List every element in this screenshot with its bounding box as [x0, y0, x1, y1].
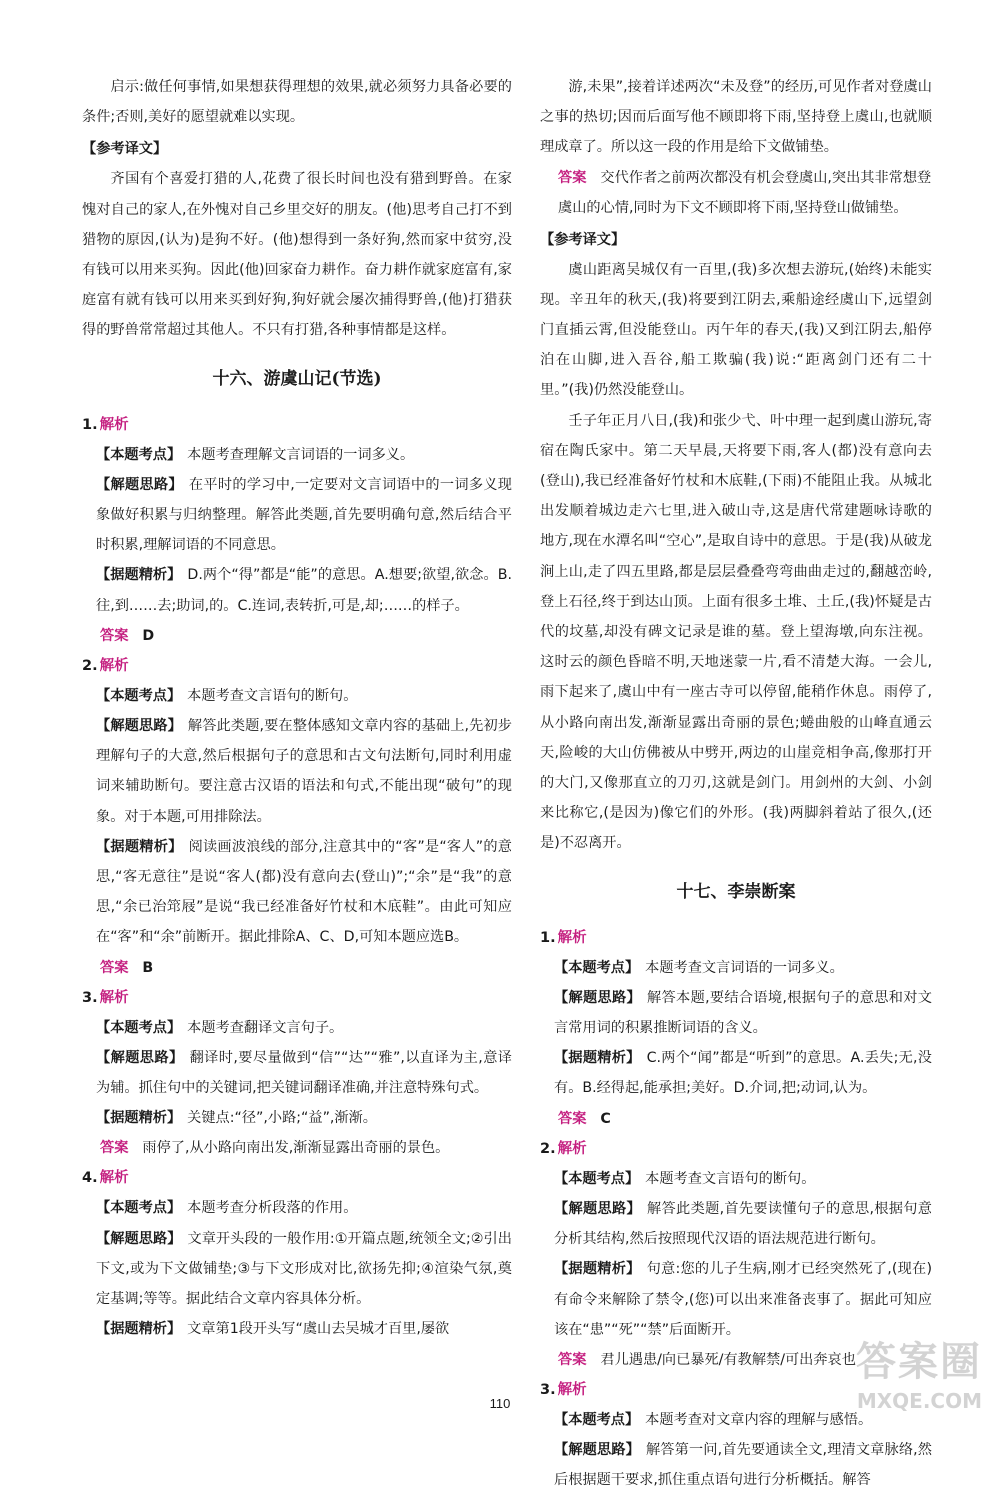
question-header: 3. 解析: [82, 989, 129, 1006]
exam-point: 【本题考点】 本题考查文言语句的断句。: [96, 687, 358, 704]
question-header: 4. 解析: [82, 1170, 129, 1187]
watermark-bottom-text: MXQE.COM: [856, 1389, 982, 1413]
answer-line: 答案 君儿遇患/向已暴死/有教解禁/可出奔哀也: [558, 1351, 856, 1368]
reference-translation-text: 齐国有个喜爱打猎的人,花费了很长时间也没有猎到野兽。在家愧对自己的家人,在外愧对自己乡里交好的朋友。(他)思考自己打不到猎物的原因,(认为)是狗不好。(他)想得到一条好狗,然而家中贫穷,没有钱可以用来买狗。因此(他)回家奋力耕作。奋力耕作就家庭富有,家庭富有就有钱可以用来买到好狗,狗好就会屡次捕得野兽,(他)打猎获得的野兽常常超过其他人。不只有打猎,各种事情都是这样。: [82, 171, 512, 339]
page-number: 110: [489, 1396, 511, 1411]
analysis-continuation: 游,未果”,接着详述两次“未及登”的经历,可见作者对登虞山之事的热切;因而后面写他不顾即将下雨,坚持登上虞山,也就顺理成章了。所以这一段的作用是给下文做铺垫。: [540, 79, 932, 156]
solution-idea: 【解题思路】 解答此类题,要在整体感知文章内容的基础上,先初步理解句子的大意,然后根据句子的意思和古文句法断句,同时利用虚词来辅助断句。要注意古汉语的语法和句式,不能出现“破句”的现象。对于本题,可用排除法。: [96, 718, 512, 825]
right-column: [540, 72, 932, 1496]
exam-point: 【本题考点】 本题考查分析段落的作用。: [96, 1200, 358, 1217]
solution-idea: 【解题思路】 解答此类题,首先要读懂句子的意思,根据句意分析其结构,然后按照现代汉语的语法规范进行断句。: [554, 1200, 932, 1248]
answer-line: 答案 雨停了,从小路向南出发,渐渐显露出奇丽的景色。: [100, 1140, 450, 1157]
watermark-top-text: 答案圈: [856, 1338, 982, 1385]
reference-translation-title: 【参考译文】: [540, 231, 626, 248]
reference-translation-paragraph: 虞山距离吴城仅有一百里,(我)多次想去游玩,(始终)未能实现。辛丑年的秋天,(我)将要到江阴去,乘船途经虞山下,远望剑门直插云霄,但没能登山。丙午年的春天,(我)又到江阴去,船停泊在山脚,进入吾谷,船工欺骗(我)说:“距离剑门还有二十里。”(我)仍然没能登山。: [540, 261, 932, 399]
section-title-17: 十七、李崇断案: [676, 881, 796, 902]
exam-point: 【本题考点】 本题考查文言词语的一词多义。: [554, 959, 844, 976]
answer-line: 答案 B: [100, 959, 154, 976]
detailed-analysis: 【据题精析】 D.两个“得”都是“能”的意思。A.想要;欲望,欲念。B.往,到……去;助词,的。C.连词,表转折,可是,却;……的样子。: [96, 567, 512, 614]
solution-idea: 【解题思路】 解答第一问,首先要通读全文,理清文章脉络,然后根据题干要求,抓住重点语句进行分析概括。解答: [554, 1442, 932, 1489]
solution-idea: 【解题思路】 解答本题,要结合语境,根据句子的意思和对文言常用词的积累推断词语的含义。: [554, 989, 932, 1037]
intro-text: 启示:做任何事情,如果想获得理想的效果,就必须努力具备必要的条件;否则,美好的愿望就难以实现。: [82, 79, 512, 126]
exam-point: 【本题考点】 本题考查对文章内容的理解与感悟。: [554, 1411, 873, 1428]
section-title-16: 十六、游虞山记(节选): [212, 368, 382, 389]
exam-point: 【本题考点】 本题考查理解文言词语的一词多义。: [96, 446, 415, 463]
solution-idea: 【解题思路】 在平时的学习中,一定要对文言词语中的一词多义现象做好积累与归纳整理。解答此类题,首先要明确句意,然后结合平时积累,理解词语的不同意思。: [96, 476, 512, 554]
question-header: 1. 解析: [82, 416, 129, 433]
question-header: 2. 解析: [540, 1140, 587, 1157]
exam-point: 【本题考点】 本题考查文言语句的断句。: [554, 1170, 816, 1187]
exam-point: 【本题考点】 本题考查翻译文言句子。: [96, 1019, 344, 1036]
question-header: 1. 解析: [540, 929, 587, 946]
answer-line: 答案 D: [100, 627, 155, 644]
detailed-analysis: 【据题精析】 文章第1段开头写“虞山去吴城才百里,屡欲: [96, 1321, 450, 1338]
watermark-logo: [802, 1337, 982, 1423]
detailed-analysis: 【据题精析】 阅读画波浪线的部分,注意其中的“客”是“客人”的意思,“客无意往”是说“客人(都)没有意向去(登山)”;“余”是“我”的意思,“余已治筇屐”是说“我已经准备好竹杖和木底鞋”。由此可知应在“客”和“余”前断开。据此排除A、C、D,可知本题应选B。: [96, 838, 512, 946]
left-column: [82, 72, 512, 1345]
detailed-analysis: 【据题精析】 句意:您的儿子生病,刚才已经突然死了,(现在)有命令来解除了禁令,(您)可以出来准备丧事了。据此可知应该在“患”“死”“禁”后面断开。: [554, 1261, 932, 1338]
solution-idea: 【解题思路】 文章开头段的一般作用:①开篇点题,统领全文;②引出下文,或为下文做铺垫;③与下文形成对比,欲扬先抑;④渲染气氛,奠定基调;等等。据此结合文章内容具体分析。: [96, 1230, 512, 1308]
reference-translation-paragraph: 壬子年正月八日,(我)和张少弋、叶中理一起到虞山游玩,寄宿在陶氏家中。第二天早晨,天将要下雨,客人(都)没有意向去(登山),我已经准备好竹杖和木底鞋,(下雨)不能阻止我。从城北出发顺着城边走六七里,进入破山寺,这是唐代常建题咏诗歌的地方,现在水潭名叫“空心”,是取自诗中的意思。于是(我)从破龙涧上山,走了四五里路,都是层层叠叠弯弯曲曲走过的,翻越峦岭,登上石径,终于到达山顶。上面有很多土堆、土丘,(我)怀疑是古代的坟墓,却没有碑文记录是谁的墓。登上望海墩,向东注视。这时云的颜色昏暗不明,天地迷蒙一片,看不清楚大海。一会儿,雨下起来了,虞山中有一座古寺可以停留,能稍作休息。雨停了,从小路向南出发,渐渐显露出奇丽的景色;蜷曲般的山峰直通云天,险峻的大山仿佛被从中劈开,两边的山崖竞相争高,像那打开的大门,又像那直立的刀刃,这就是剑门。用剑州的大剑、小剑来比称它,(是因为)像它们的外形。(我)两脚斜着站了很久,(还是)不忍离开。: [540, 412, 932, 852]
question-header: 3. 解析: [540, 1381, 587, 1398]
solution-idea: 【解题思路】 翻译时,要尽量做到“信”“达”“雅”,以直译为主,意译为辅。抓住句中的关键词,把关键词翻译准确,并注意特殊句式。: [96, 1049, 512, 1097]
reference-translation-title: 【参考译文】: [82, 141, 168, 158]
detailed-analysis: 【据题精析】 C.两个“闻”都是“听到”的意思。A.丢失;无,没有。B.经得起,能承担;美好。D.介词,把;动词,认为。: [554, 1050, 932, 1097]
answer-line: 答案 交代作者之前两次都没有机会登虞山,突出其非常想登虞山的心情,同时为下文不顾即将下雨,坚持登山做铺垫。: [558, 169, 932, 216]
answer-line: 答案 C: [558, 1110, 611, 1127]
question-header: 2. 解析: [82, 657, 129, 674]
detailed-analysis: 【据题精析】 关键点:“径”,小路;“益”,渐渐。: [96, 1110, 377, 1127]
